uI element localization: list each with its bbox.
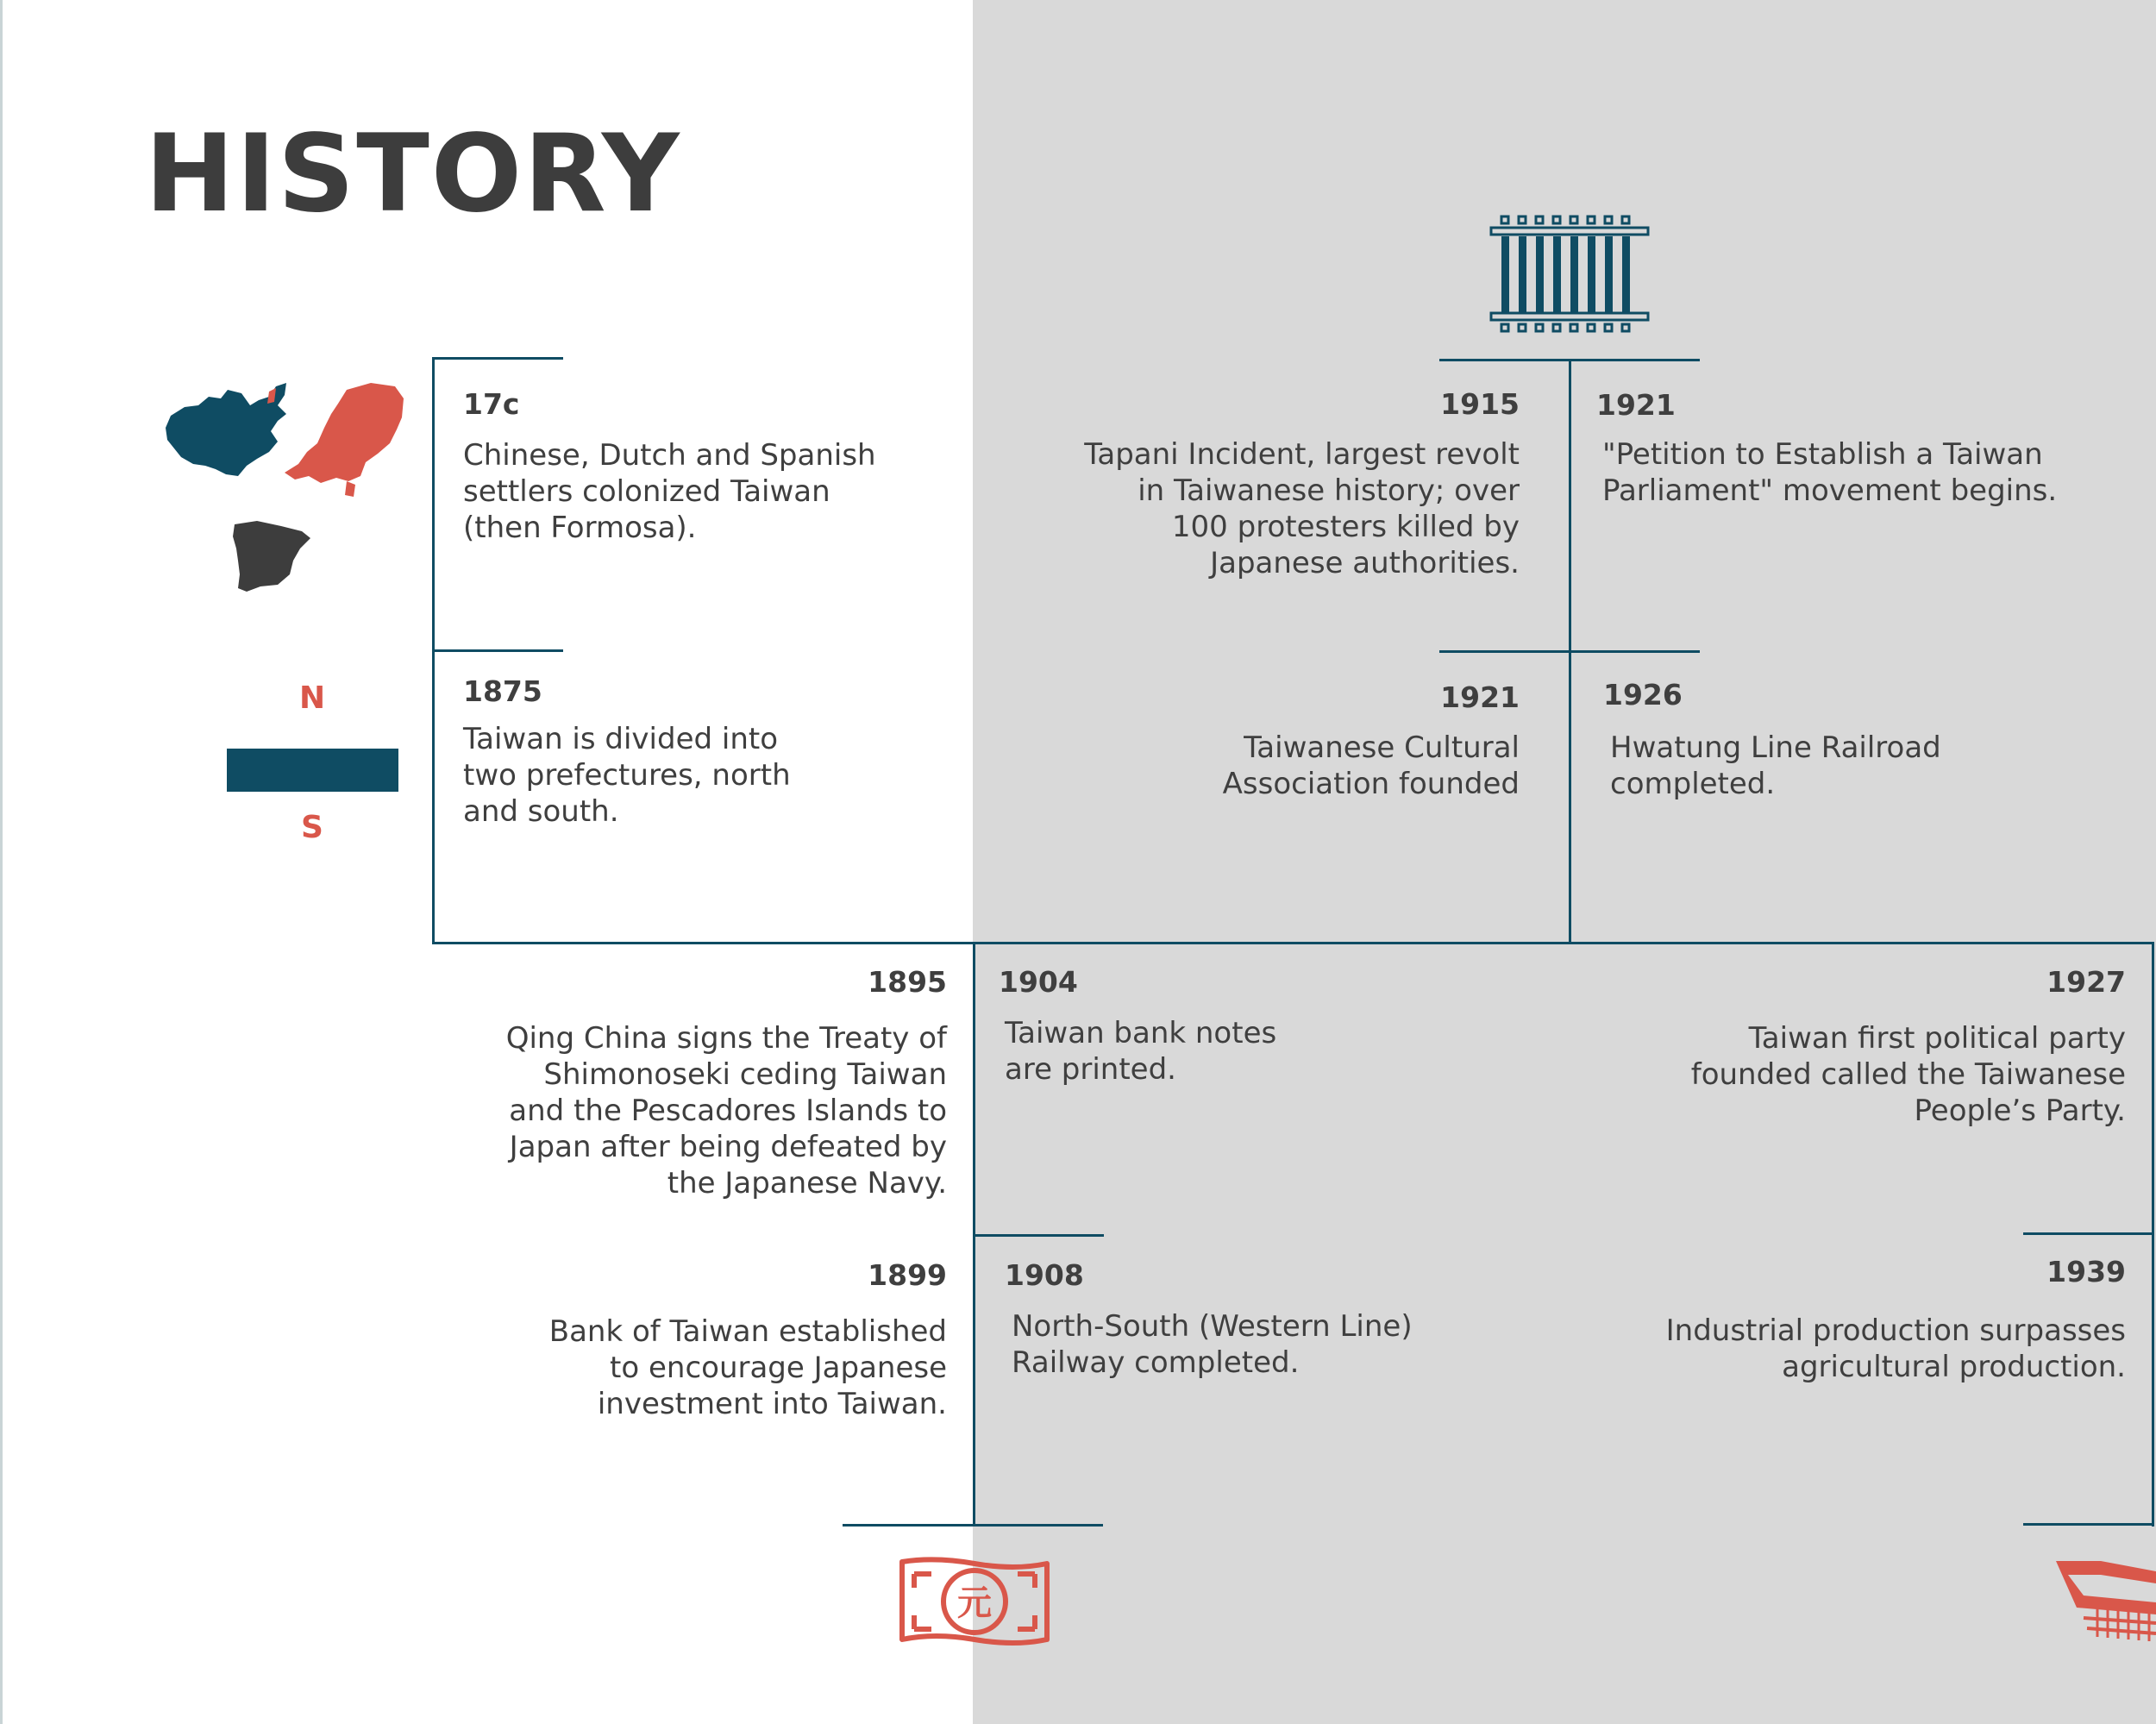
event-text: Taiwan is divided into two prefectures, north and south. (463, 722, 791, 829)
timeline-tick (2023, 1232, 2154, 1235)
timeline-tick (1439, 650, 1700, 653)
page-edge (0, 0, 3, 1724)
spain-map-icon (233, 521, 310, 592)
prefecture-divider-bar (227, 749, 398, 792)
event-year: 1921 (1596, 388, 1676, 422)
event-year: 1908 (1005, 1258, 1084, 1292)
china-map-icon (166, 383, 286, 476)
event-text: Taiwan bank notes are printed. (1005, 1016, 1277, 1087)
event-text: "Petition to Establish a Taiwan Parliament" movement begins. (1602, 437, 2058, 508)
timeline-line (432, 942, 2154, 944)
event-text: North-South (Western Line) Railway completed. (1012, 1309, 1413, 1380)
event-year: 1927 (2046, 965, 2126, 999)
event-text: Chinese, Dutch and Spanish settlers colonized Taiwan (then Formosa). (463, 438, 876, 545)
event-year: 1939 (2046, 1255, 2126, 1288)
event-year: 1899 (868, 1258, 947, 1292)
china-netherlands-spain-map-icon (164, 379, 414, 604)
timeline-tick (843, 1524, 1103, 1527)
event-year: 1875 (463, 674, 542, 708)
railroad-track-icon (1489, 214, 1650, 335)
event-year: 1926 (1603, 678, 1683, 712)
event-text: Taiwan first political party founded called the Taiwanese People’s Party. (1690, 1021, 2126, 1128)
page-title: HISTORY (145, 112, 681, 236)
event-text: Qing China signs the Treaty of Shimonoseki ceding Taiwan and the Pescadores Islands to Japan after being defeated by the Japanese Navy. (505, 1021, 947, 1201)
timeline-tick (432, 649, 563, 652)
timeline-tick (432, 357, 563, 360)
timeline-tick (973, 1234, 1104, 1237)
conveyor-belt-icon (2049, 1554, 2156, 1642)
event-text: Industrial production surpasses agricultural production. (1665, 1313, 2126, 1384)
event-text: Taiwanese Cultural Association founded (1222, 730, 1520, 801)
event-year: 1921 (1440, 680, 1520, 714)
north-label: N (299, 680, 326, 716)
event-text: Tapani Incident, largest revolt in Taiwanese history; over 100 protesters killed by Japanese authorities. (1084, 437, 1520, 580)
event-text: Bank of Taiwan established to encourage Japanese investment into Taiwan. (548, 1314, 947, 1421)
event-year: 1904 (999, 965, 1078, 999)
event-year: 1915 (1440, 387, 1520, 421)
yuan-banknote-icon (897, 1557, 1052, 1646)
timeline-tick (2023, 1523, 2154, 1526)
event-text: Hwatung Line Railroad completed. (1610, 730, 1941, 801)
south-label: S (301, 810, 323, 845)
timeline-tick (1439, 359, 1700, 361)
svg-text:元: 元 (957, 1583, 992, 1623)
event-year: 17c (463, 387, 520, 421)
netherlands-map-icon (267, 383, 404, 497)
event-year: 1895 (868, 965, 947, 999)
